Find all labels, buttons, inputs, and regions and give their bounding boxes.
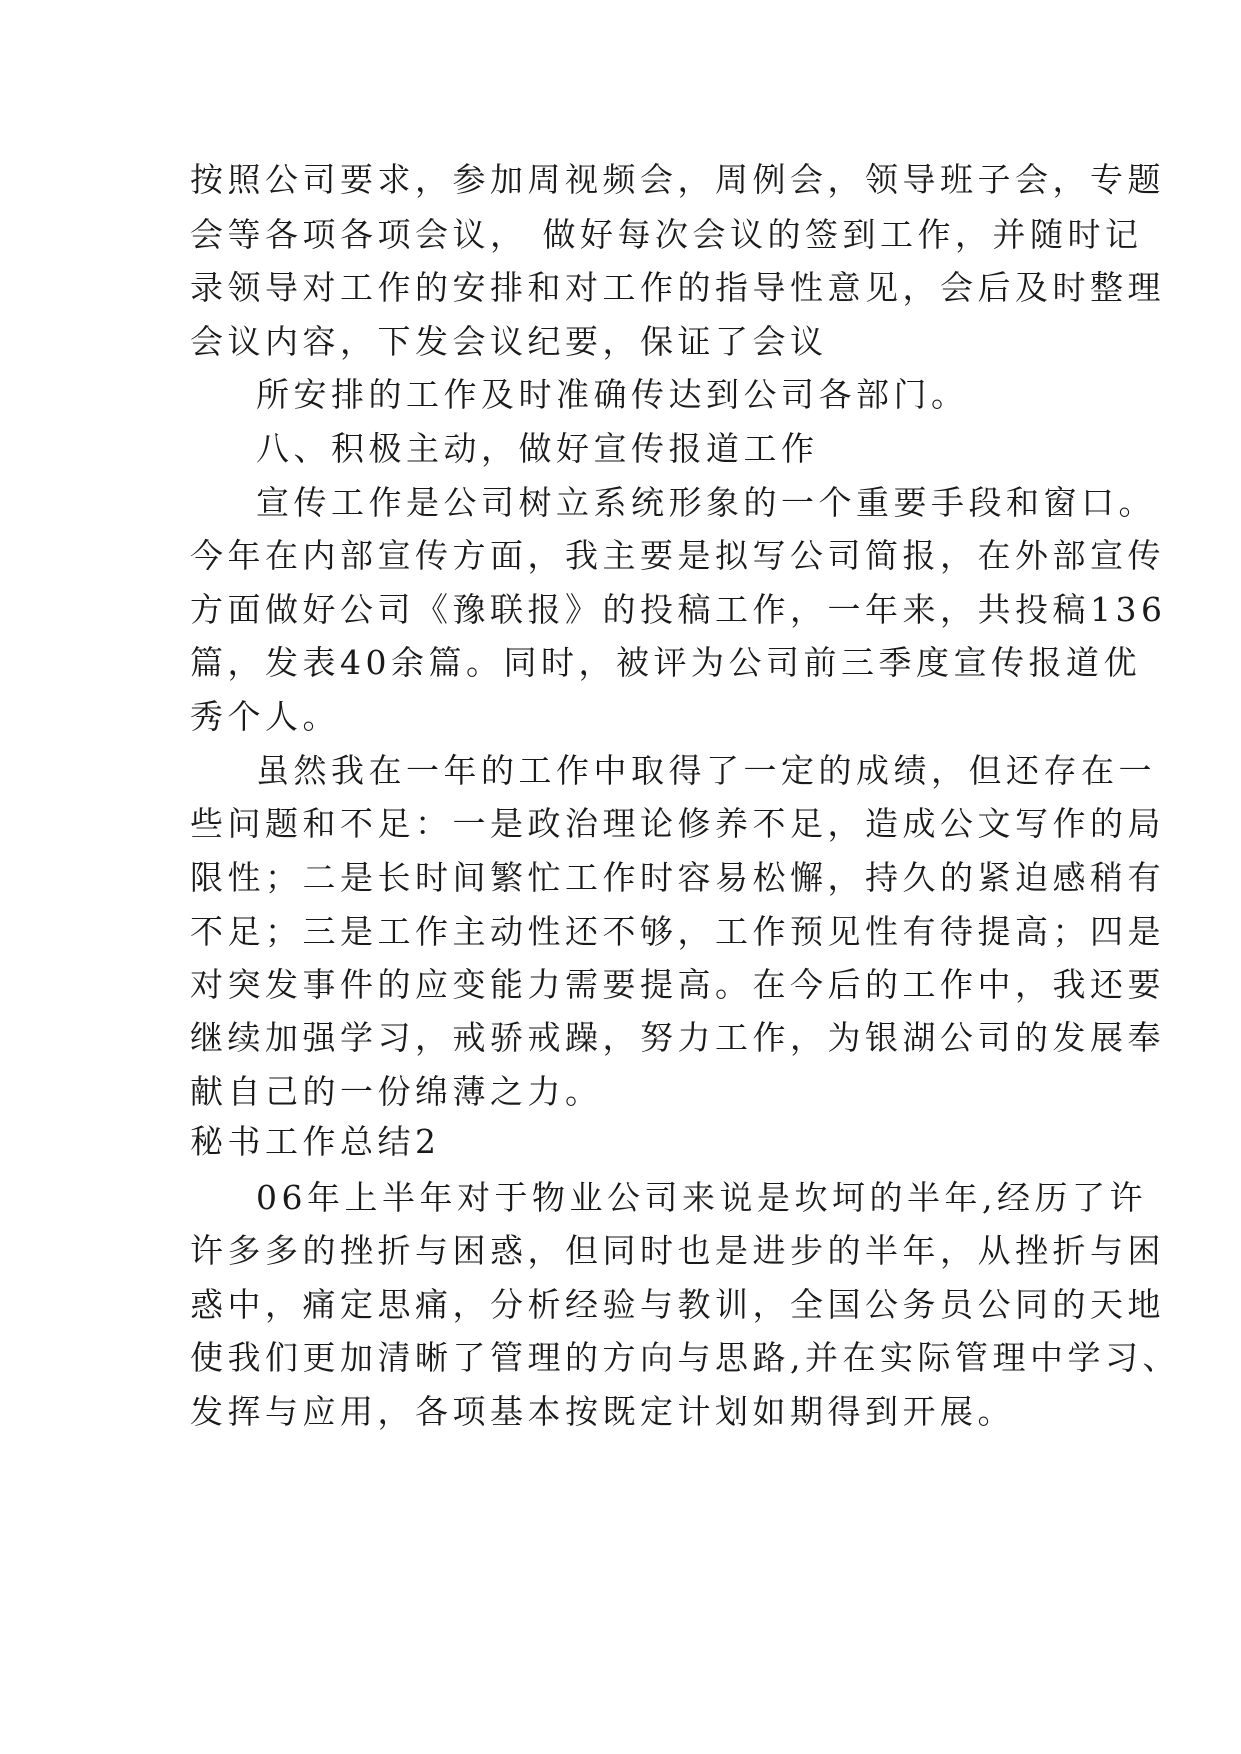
text-line: 方面做好公司《豫联报》的投稿工作，一年来，共投稿136 <box>190 590 1167 629</box>
text-line: 录领导对工作的安排和对工作的指导性意见，会后及时整理 <box>190 268 1165 307</box>
text-line: 篇，发表40余篇。同时，被评为公司前三季度宣传报道优 <box>190 643 1141 682</box>
text-line: 献自己的一份绵薄之力。 <box>190 1072 603 1111</box>
text-line: 虽然我在一年的工作中取得了一定的成绩，但还存在一 <box>256 751 1156 790</box>
text-line: 使我们更加清晰了管理的方向与思路,并在实际管理中学习、 <box>190 1338 1180 1377</box>
text-line: 所安排的工作及时准确传达到公司各部门。 <box>256 375 969 414</box>
text-line: 惑中，痛定思痛，分析经验与教训，全国公务员公同的天地 <box>190 1285 1165 1324</box>
text-line: 发挥与应用，各项基本按既定计划如期得到开展。 <box>190 1392 1015 1431</box>
text-line: 秀个人。 <box>190 697 340 736</box>
text-line: 对突发事件的应变能力需要提高。在今后的工作中，我还要 <box>190 965 1165 1004</box>
text-line: 今年在内部宣传方面，我主要是拟写公司简报，在外部宣传 <box>190 536 1165 575</box>
text-line: 许多多的挫折与困惑，但同时也是进步的半年，从挫折与困 <box>190 1231 1165 1270</box>
text-line: 会等各项各项会议， 做好每次会议的签到工作，并随时记 <box>190 215 1143 254</box>
text-line: 继续加强学习，戒骄戒躁，努力工作，为银湖公司的发展奉 <box>190 1018 1165 1057</box>
text-line: 会议内容，下发会议纪要，保证了会议 <box>190 322 828 361</box>
text-line: 限性；二是长时间繁忙工作时容易松懈，持久的紧迫感稍有 <box>190 858 1165 897</box>
text-line: 宣传工作是公司树立系统形象的一个重要手段和窗口。 <box>256 483 1156 522</box>
document-title: 秘书工作总结2 <box>190 1122 441 1161</box>
text-line: 些问题和不足：一是政治理论修养不足，造成公文写作的局 <box>190 804 1165 843</box>
text-line: 06年上半年对于物业公司来说是坎坷的半年,经历了许 <box>256 1178 1147 1217</box>
section-heading: 八、积极主动，做好宣传报道工作 <box>256 429 819 468</box>
text-line: 按照公司要求，参加周视频会，周例会，领导班子会，专题 <box>190 160 1165 199</box>
text-line: 不足；三是工作主动性还不够，工作预见性有待提高；四是 <box>190 912 1165 951</box>
